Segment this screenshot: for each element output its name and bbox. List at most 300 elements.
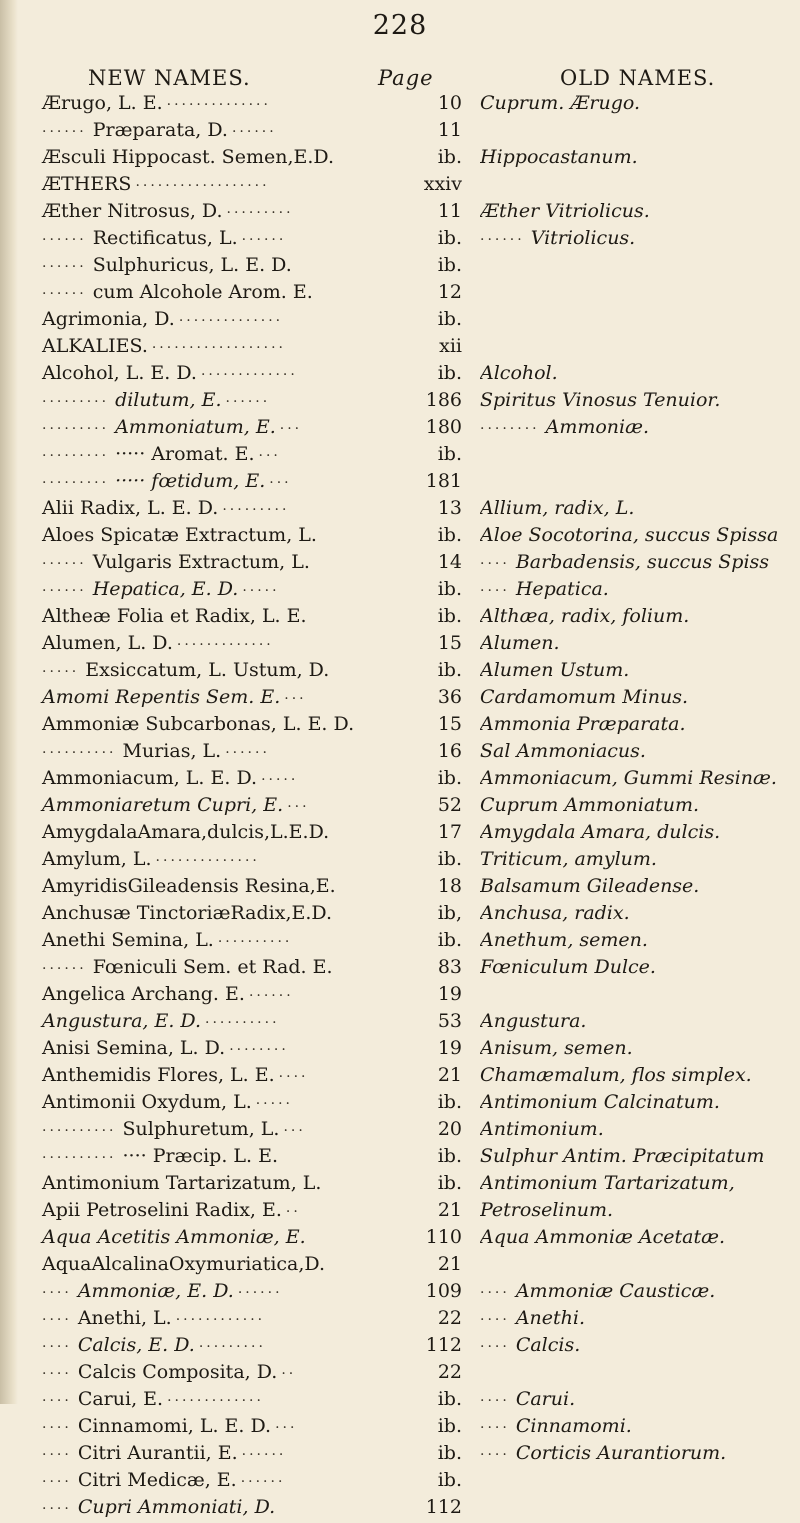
- index-entry: [42, 549, 462, 576]
- entry-name: Anethi Semina, L.: [42, 929, 214, 951]
- leader-dots: ······: [225, 394, 271, 410]
- leader-dots: ···: [284, 691, 307, 707]
- index-entry: [42, 846, 462, 873]
- leader-dots: ······: [42, 961, 87, 977]
- entry-name: AmyridisGileadensis Resina,E.: [42, 875, 336, 897]
- index-entry: [42, 1494, 462, 1521]
- leader-dots: ····: [42, 1393, 72, 1409]
- leader-dots: ······: [42, 286, 87, 302]
- leader-dots: ····: [278, 1069, 309, 1085]
- leader-dots: ··········: [42, 1150, 117, 1166]
- entry-page: 12: [437, 281, 462, 303]
- index-entry: [42, 1467, 462, 1494]
- old-name-entry: [480, 738, 795, 765]
- old-name-entry: [480, 1359, 795, 1386]
- entry-page: ib.: [437, 1091, 462, 1113]
- old-name-entry: [480, 1440, 795, 1467]
- entry-page: ib.: [437, 227, 462, 249]
- entry-name: Anchusæ TinctoriæRadix,E.D.: [42, 902, 333, 924]
- entry-page: ib.: [437, 605, 462, 627]
- old-name-entry: [480, 900, 795, 927]
- old-name-entry: [480, 846, 795, 873]
- index-entry: [42, 90, 462, 117]
- old-name-entry: [480, 90, 795, 117]
- old-name-text: Sal Ammoniacus.: [480, 740, 646, 762]
- old-name-text: Petroselinum.: [480, 1199, 614, 1221]
- entry-page: ib.: [437, 1469, 462, 1491]
- old-name-entry: [480, 522, 795, 549]
- entry-page: 180: [425, 416, 462, 438]
- entry-name: Alcohol, L. E. D.: [42, 362, 197, 384]
- index-entry: [42, 792, 462, 819]
- leader-dots: ··: [281, 1366, 297, 1382]
- leader-dots: ······: [231, 124, 277, 140]
- leader-dots: ··················: [151, 340, 286, 356]
- old-name-text: Hepatica.: [515, 578, 609, 600]
- index-entry: [42, 171, 462, 198]
- index-entry: [42, 441, 462, 468]
- index-entry: [42, 1008, 462, 1035]
- entry-page: 181: [425, 470, 462, 492]
- old-name-entry: [480, 1332, 795, 1359]
- leader-dots: ······: [42, 583, 87, 599]
- index-entry: [42, 1332, 462, 1359]
- old-name-text: Ammoniacum, Gummi Resinæ.: [480, 767, 777, 789]
- old-name-entry: [480, 873, 795, 900]
- index-entry: [42, 981, 462, 1008]
- entry-page: ib.: [437, 848, 462, 870]
- entry-page: xxiv: [423, 173, 462, 195]
- entry-page: 19: [437, 1037, 462, 1059]
- entry-page: ib.: [437, 308, 462, 330]
- entry-page: ib.: [437, 1442, 462, 1464]
- entry-page: 18: [437, 875, 462, 897]
- old-name-entry: [480, 1305, 795, 1332]
- old-name-text: Cinnamomi.: [515, 1415, 632, 1437]
- entry-name: Carui, E.: [77, 1388, 164, 1410]
- old-name-entry: [480, 1170, 795, 1197]
- old-name-text: Ammonia Præparata.: [480, 713, 686, 735]
- old-name-text: Cuprum Ammoniatum.: [480, 794, 700, 816]
- entry-page: ib.: [437, 659, 462, 681]
- index-entry: [42, 1305, 462, 1332]
- old-name-entry: [480, 1008, 795, 1035]
- entry-page: 16: [437, 740, 462, 762]
- entry-page: 21: [437, 1064, 462, 1086]
- entry-page: ib.: [437, 1172, 462, 1194]
- leader-dots: ···: [258, 448, 281, 464]
- leader-dots: ···: [283, 1123, 306, 1139]
- old-name-text: Anethi.: [515, 1307, 586, 1329]
- old-name-entry: [480, 576, 795, 603]
- entry-name: Agrimonia, D.: [42, 308, 175, 330]
- old-name-text: Corticis Aurantiorum.: [515, 1442, 727, 1464]
- old-name-text: Cardamomum Minus.: [480, 686, 688, 708]
- index-entry: [42, 1251, 462, 1278]
- old-name-text: Spiritus Vinosus Tenuior.: [480, 389, 721, 411]
- leader-dots: ·········: [198, 1339, 266, 1355]
- entry-name: Anisi Semina, L. D.: [42, 1037, 226, 1059]
- index-entry: [42, 657, 462, 684]
- entry-name: Præparata, D.: [92, 119, 228, 141]
- old-name-text: Althæa, radix, folium.: [480, 605, 690, 627]
- index-entry: [42, 576, 462, 603]
- entry-name: Alii Radix, L. E. D.: [42, 497, 219, 519]
- entry-name: Fœniculi Sem. et Rad. E.: [92, 956, 333, 978]
- leader-dots: ····: [480, 1339, 510, 1355]
- old-name-text: Alumen Ustum.: [480, 659, 630, 681]
- entry-name: Ammoniacum, L. E. D.: [42, 767, 258, 789]
- index-entry: [42, 387, 462, 414]
- index-entry: [42, 306, 462, 333]
- leader-dots: ····: [480, 583, 510, 599]
- entry-page: ib,: [437, 902, 462, 924]
- leader-dots: ······: [240, 1474, 286, 1490]
- leader-dots: ··········: [42, 1123, 117, 1139]
- old-name-text: Triticum, amylum.: [480, 848, 657, 870]
- entry-name: Æther Nitrosus, D.: [42, 200, 223, 222]
- entry-page: 14: [437, 551, 462, 573]
- entry-name: Aqua Acetitis Ammoniæ, E.: [42, 1226, 306, 1248]
- leader-dots: ·········: [42, 475, 110, 491]
- old-name-entry: [480, 1386, 795, 1413]
- old-name-entry: [480, 657, 795, 684]
- index-entry: [42, 1278, 462, 1305]
- entry-name: Vulgaris Extractum, L.: [92, 551, 310, 573]
- index-entry: [42, 198, 462, 225]
- old-name-entry: [480, 387, 795, 414]
- index-entry: [42, 252, 462, 279]
- entry-page: 17: [437, 821, 462, 843]
- leader-dots: ··········: [205, 1015, 280, 1031]
- leader-dots: ···: [279, 421, 303, 437]
- leader-dots: ·············: [167, 1393, 264, 1409]
- old-name-text: Antimonium Calcinatum.: [480, 1091, 720, 1113]
- entry-page: ib.: [437, 578, 462, 600]
- entry-name: Antimonium Tartarizatum, L.: [42, 1172, 322, 1194]
- leader-dots: ····: [480, 1312, 510, 1328]
- leader-dots: ······: [237, 1285, 283, 1301]
- page-edge-shadow: [0, 0, 18, 1404]
- old-name-text: Anisum, semen.: [480, 1037, 633, 1059]
- old-name-entry: [480, 819, 795, 846]
- leader-dots: ····: [480, 1447, 510, 1463]
- leader-dots: ······: [42, 259, 87, 275]
- entry-name: Sulphuretum, L.: [122, 1118, 280, 1140]
- old-name-entry: [480, 954, 795, 981]
- leader-dots: ·····: [255, 1096, 293, 1112]
- entry-page: 10: [437, 92, 462, 114]
- entry-page: 83: [437, 956, 462, 978]
- index-entry: [42, 630, 462, 657]
- old-name-text: Cuprum. Ærugo.: [480, 92, 640, 114]
- old-name-text: Ammoniæ Causticæ.: [515, 1280, 716, 1302]
- old-name-text: Anchusa, radix.: [480, 902, 630, 924]
- leader-dots: ··············: [166, 97, 271, 113]
- entry-name: Ærugo, L. E.: [42, 92, 163, 114]
- leader-dots: ······: [241, 1447, 287, 1463]
- entry-name: Alumen, L. D.: [42, 632, 173, 654]
- entry-page: ib.: [437, 524, 462, 546]
- leader-dots: ······: [248, 988, 294, 1004]
- leader-dots: ······: [225, 745, 270, 761]
- entry-page: ib.: [437, 254, 462, 276]
- leader-dots: ········: [229, 1042, 289, 1058]
- index-entry: [42, 1197, 462, 1224]
- entry-name: Murias, L.: [122, 740, 222, 762]
- entry-name: cum Alcohole Arom. E.: [92, 281, 313, 303]
- old-name-entry: [480, 1413, 795, 1440]
- entry-page: 13: [437, 497, 462, 519]
- old-name-text: Fœniculum Dulce.: [480, 956, 656, 978]
- new-names-column: [42, 90, 462, 1521]
- entry-name: Angustura, E. D.: [42, 1010, 202, 1032]
- entry-page: 15: [437, 632, 462, 654]
- entry-page: 11: [437, 119, 462, 141]
- leader-dots: ····: [42, 1474, 72, 1490]
- index-entry: [42, 1035, 462, 1062]
- leader-dots: ····: [42, 1285, 72, 1301]
- entry-name: Amomi Repentis Sem. E.: [42, 686, 281, 708]
- entry-name: Citri Aurantii, E.: [77, 1442, 238, 1464]
- leader-dots: ····: [42, 1312, 72, 1328]
- entry-name: Antimonii Oxydum, L.: [42, 1091, 252, 1113]
- old-name-text: Antimonium.: [480, 1118, 604, 1140]
- leader-dots: ·····: [261, 772, 299, 788]
- old-name-entry: [480, 1143, 795, 1170]
- old-name-text: Æther Vitriolicus.: [480, 200, 650, 222]
- leader-dots: ····: [480, 1285, 510, 1301]
- leader-dots: ··········: [217, 934, 293, 950]
- entry-name: Ammoniaretum Cupri, E.: [42, 794, 284, 816]
- leader-dots: ·········: [42, 448, 110, 464]
- index-entry: [42, 603, 462, 630]
- leader-dots: ····: [480, 556, 510, 572]
- old-names-column: [480, 90, 795, 1521]
- entry-page: 36: [437, 686, 462, 708]
- page-number: 228: [372, 10, 428, 41]
- old-name-entry: [480, 981, 795, 1008]
- entry-name: ···· Præcip. L. E.: [122, 1145, 279, 1167]
- entry-name: AmygdalaAmara,dulcis,L.E.D.: [42, 821, 330, 843]
- index-entry: [42, 927, 462, 954]
- old-name-entry: [480, 630, 795, 657]
- new-names-header: NEW NAMES.: [88, 66, 251, 90]
- leader-dots: ·············: [176, 637, 274, 653]
- index-entry: [42, 1413, 462, 1440]
- leader-dots: ·········: [42, 394, 110, 410]
- leader-dots: ···: [269, 475, 292, 491]
- old-name-text: Amygdala Amara, dulcis.: [480, 821, 721, 843]
- entry-name: Hepatica, E. D.: [92, 578, 239, 600]
- index-entry: [42, 414, 462, 441]
- entry-name: dilutum, E.: [115, 389, 222, 411]
- leader-dots: ··············: [155, 853, 260, 869]
- old-name-text: Angustura.: [480, 1010, 587, 1032]
- entry-page: ib.: [437, 929, 462, 951]
- entry-page: ib.: [437, 1145, 462, 1167]
- index-entry: [42, 495, 462, 522]
- old-name-text: Anethum, semen.: [480, 929, 648, 951]
- entry-name: Altheæ Folia et Radix, L. E.: [42, 605, 307, 627]
- leader-dots: ······: [42, 556, 87, 572]
- old-name-entry: [480, 1224, 795, 1251]
- entry-page: ib.: [437, 1415, 462, 1437]
- old-name-entry: [480, 441, 795, 468]
- index-entry: [42, 1386, 462, 1413]
- old-name-entry: [480, 1467, 795, 1494]
- index-entry: [42, 333, 462, 360]
- leader-dots: ···: [275, 1420, 298, 1436]
- entry-page: xii: [439, 335, 462, 357]
- old-name-entry: [480, 414, 795, 441]
- entry-name: Amylum, L.: [42, 848, 152, 870]
- index-entry: [42, 765, 462, 792]
- old-name-text: Aloe Socotorina, succus Spissa: [480, 524, 779, 546]
- entry-name: Anethi, L.: [77, 1307, 172, 1329]
- leader-dots: ··················: [135, 178, 270, 194]
- old-name-entry: [480, 1035, 795, 1062]
- entry-page: 52: [437, 794, 462, 816]
- leader-dots: ··············: [178, 313, 284, 329]
- index-entry: [42, 1440, 462, 1467]
- old-name-entry: [480, 306, 795, 333]
- old-name-entry: [480, 1089, 795, 1116]
- old-name-text: Balsamum Gileadense.: [480, 875, 700, 897]
- old-name-entry: [480, 333, 795, 360]
- entry-name: Ammoniæ, E. D.: [77, 1280, 234, 1302]
- old-name-entry: [480, 1116, 795, 1143]
- leader-dots: ···: [287, 799, 310, 815]
- entry-page: 20: [437, 1118, 462, 1140]
- index-entry: [42, 873, 462, 900]
- old-name-entry: [480, 1278, 795, 1305]
- index-entry: [42, 522, 462, 549]
- index-entry: [42, 1089, 462, 1116]
- leader-dots: ·············: [200, 367, 298, 383]
- index-entry: [42, 279, 462, 306]
- entry-page: 22: [437, 1307, 462, 1329]
- leader-dots: ·····: [42, 664, 80, 680]
- index-entry: [42, 360, 462, 387]
- index-entry: [42, 144, 462, 171]
- index-entry: [42, 1170, 462, 1197]
- old-name-text: Vitriolicus.: [530, 227, 636, 249]
- entry-name: Exsiccatum, L. Ustum, D.: [85, 659, 330, 681]
- index-entry: [42, 900, 462, 927]
- leader-dots: ······: [42, 232, 87, 248]
- entry-name: Aloes Spicatæ Extractum, L.: [42, 524, 317, 546]
- entry-name: Calcis, E. D.: [77, 1334, 195, 1356]
- index-entry: [42, 1143, 462, 1170]
- old-name-entry: [480, 279, 795, 306]
- old-name-entry: [480, 927, 795, 954]
- old-name-entry: [480, 765, 795, 792]
- entry-name: Rectificatus, L.: [92, 227, 238, 249]
- entry-page: 186: [425, 389, 462, 411]
- old-name-entry: [480, 495, 795, 522]
- entry-page: ib.: [437, 362, 462, 384]
- entry-page: ib.: [437, 767, 462, 789]
- index-entry: [42, 819, 462, 846]
- index-entry: [42, 1359, 462, 1386]
- leader-dots: ····: [42, 1420, 72, 1436]
- leader-dots: ··········: [42, 745, 117, 761]
- old-name-text: Alumen.: [480, 632, 560, 654]
- old-name-entry: [480, 198, 795, 225]
- old-name-text: Sulphur Antim. Præcipitatum: [480, 1145, 765, 1167]
- leader-dots: ····: [480, 1393, 510, 1409]
- leader-dots: ······: [480, 232, 525, 248]
- leader-dots: ············: [175, 1312, 266, 1328]
- leader-dots: ······: [42, 124, 87, 140]
- old-name-entry: [480, 792, 795, 819]
- entry-page: ib.: [437, 443, 462, 465]
- old-name-entry: [480, 684, 795, 711]
- entry-name: Cinnamomi, L. E. D.: [77, 1415, 272, 1437]
- entry-page: 21: [437, 1199, 462, 1221]
- old-name-entry: [480, 171, 795, 198]
- entry-name: Anthemidis Flores, L. E.: [42, 1064, 275, 1086]
- old-name-entry: [480, 549, 795, 576]
- leader-dots: ·········: [42, 421, 110, 437]
- entry-name: Ammoniæ Subcarbonas, L. E. D.: [42, 713, 355, 735]
- entry-name: Apii Petroselini Radix, E.: [42, 1199, 282, 1221]
- entry-name: Angelica Archang. E.: [42, 983, 245, 1005]
- entry-name: Æsculi Hippocast. Semen,E.D.: [42, 146, 334, 168]
- leader-dots: ··: [285, 1204, 301, 1220]
- old-names-header: OLD NAMES.: [560, 66, 716, 90]
- entry-page: 21: [437, 1253, 462, 1275]
- old-name-entry: [480, 360, 795, 387]
- leader-dots: ····: [42, 1501, 72, 1517]
- entry-name: Cupri Ammoniati, D.: [77, 1496, 276, 1518]
- entry-page: 112: [425, 1496, 462, 1518]
- entry-page: 109: [425, 1280, 462, 1302]
- old-name-entry: [480, 225, 795, 252]
- entry-page: 22: [437, 1361, 462, 1383]
- old-name-text: Barbadensis, succus Spiss: [515, 551, 770, 573]
- old-name-entry: [480, 144, 795, 171]
- leader-dots: ····: [42, 1366, 72, 1382]
- leader-dots: ······: [241, 232, 287, 248]
- old-name-entry: [480, 117, 795, 144]
- entry-page: 15: [437, 713, 462, 735]
- old-name-entry: [480, 1062, 795, 1089]
- index-entry: [42, 1224, 462, 1251]
- old-name-text: Calcis.: [515, 1334, 581, 1356]
- old-name-entry: [480, 1494, 795, 1521]
- entry-name: Citri Medicæ, E.: [77, 1469, 237, 1491]
- entry-page: 19: [437, 983, 462, 1005]
- entry-name: ÆTHERS: [42, 173, 132, 195]
- index-entry: [42, 1062, 462, 1089]
- old-name-text: Allium, radix, L.: [480, 497, 635, 519]
- old-name-entry: [480, 1197, 795, 1224]
- index-entry: [42, 1116, 462, 1143]
- leader-dots: ·········: [226, 205, 294, 221]
- index-entry: [42, 954, 462, 981]
- entry-page: ib.: [437, 1388, 462, 1410]
- old-name-entry: [480, 468, 795, 495]
- old-name-entry: [480, 711, 795, 738]
- index-entry: [42, 738, 462, 765]
- entry-page: 110: [425, 1226, 462, 1248]
- old-name-text: Hippocastanum.: [480, 146, 638, 168]
- old-name-entry: [480, 1251, 795, 1278]
- entry-name: ALKALIES.: [42, 335, 148, 357]
- index-entry: [42, 711, 462, 738]
